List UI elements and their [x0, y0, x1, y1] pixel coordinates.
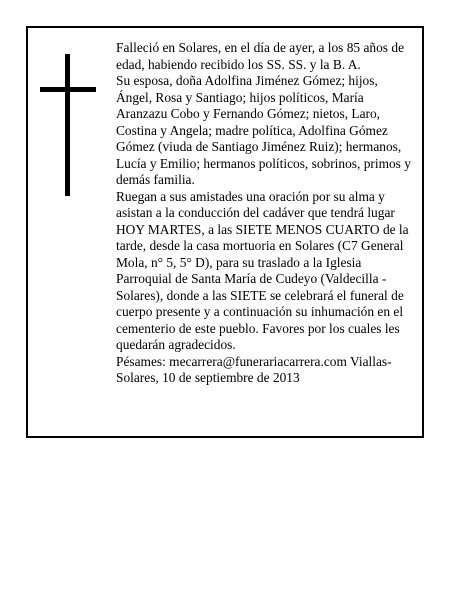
funeral-details: Ruegan a sus amistades una oración por su alma y asistan a la conducción del cadáver que tendrá lugar HOY MARTES, a las SIETE MENOS CUARTO de la tarde, desde la casa mortuoria en Solares (C7 General Mola, n° 5, 5° D), para su traslado a la Iglesia Parroquial de Santa María de Cudeyo (Valdecilla - Solares), donde a las SIETE se celebrará el funeral de cuerpo presente y a continuación su inhumación en el cementerio de este pueblo. Favores por los cuales les quedarán agradecidos. [116, 188, 409, 352]
cross-icon [40, 54, 96, 196]
family-list: Su esposa, doña Adolfina Jiménez Gómez; hijos, Ángel, Rosa y Santiago; hijos políticos, María Aranzazu Cobo y Fernando Gómez; nietos, Laro, Costina y Angela; madre política, Adolfina Gómez Gómez (viuda de Santiago Jiménez Ruiz); hermanos, Lucía y Emilio; hermanos políticos, sobrinos, primos y demás familia. [116, 73, 411, 187]
cross-vertical-bar [65, 54, 70, 196]
condolences-and-date: Pésames: mecarrera@funerariacarrera.com Viallas-Solares, 10 de septiembre de 2013 [116, 353, 392, 385]
cross-horizontal-bar [40, 87, 96, 92]
notice-text [116, 40, 412, 387]
obituary-notice [26, 26, 424, 438]
death-announcement: Falleció en Solares, en el día de ayer, a los 85 años de edad, habiendo recibido los SS. SS. y la B. A. [116, 40, 405, 72]
